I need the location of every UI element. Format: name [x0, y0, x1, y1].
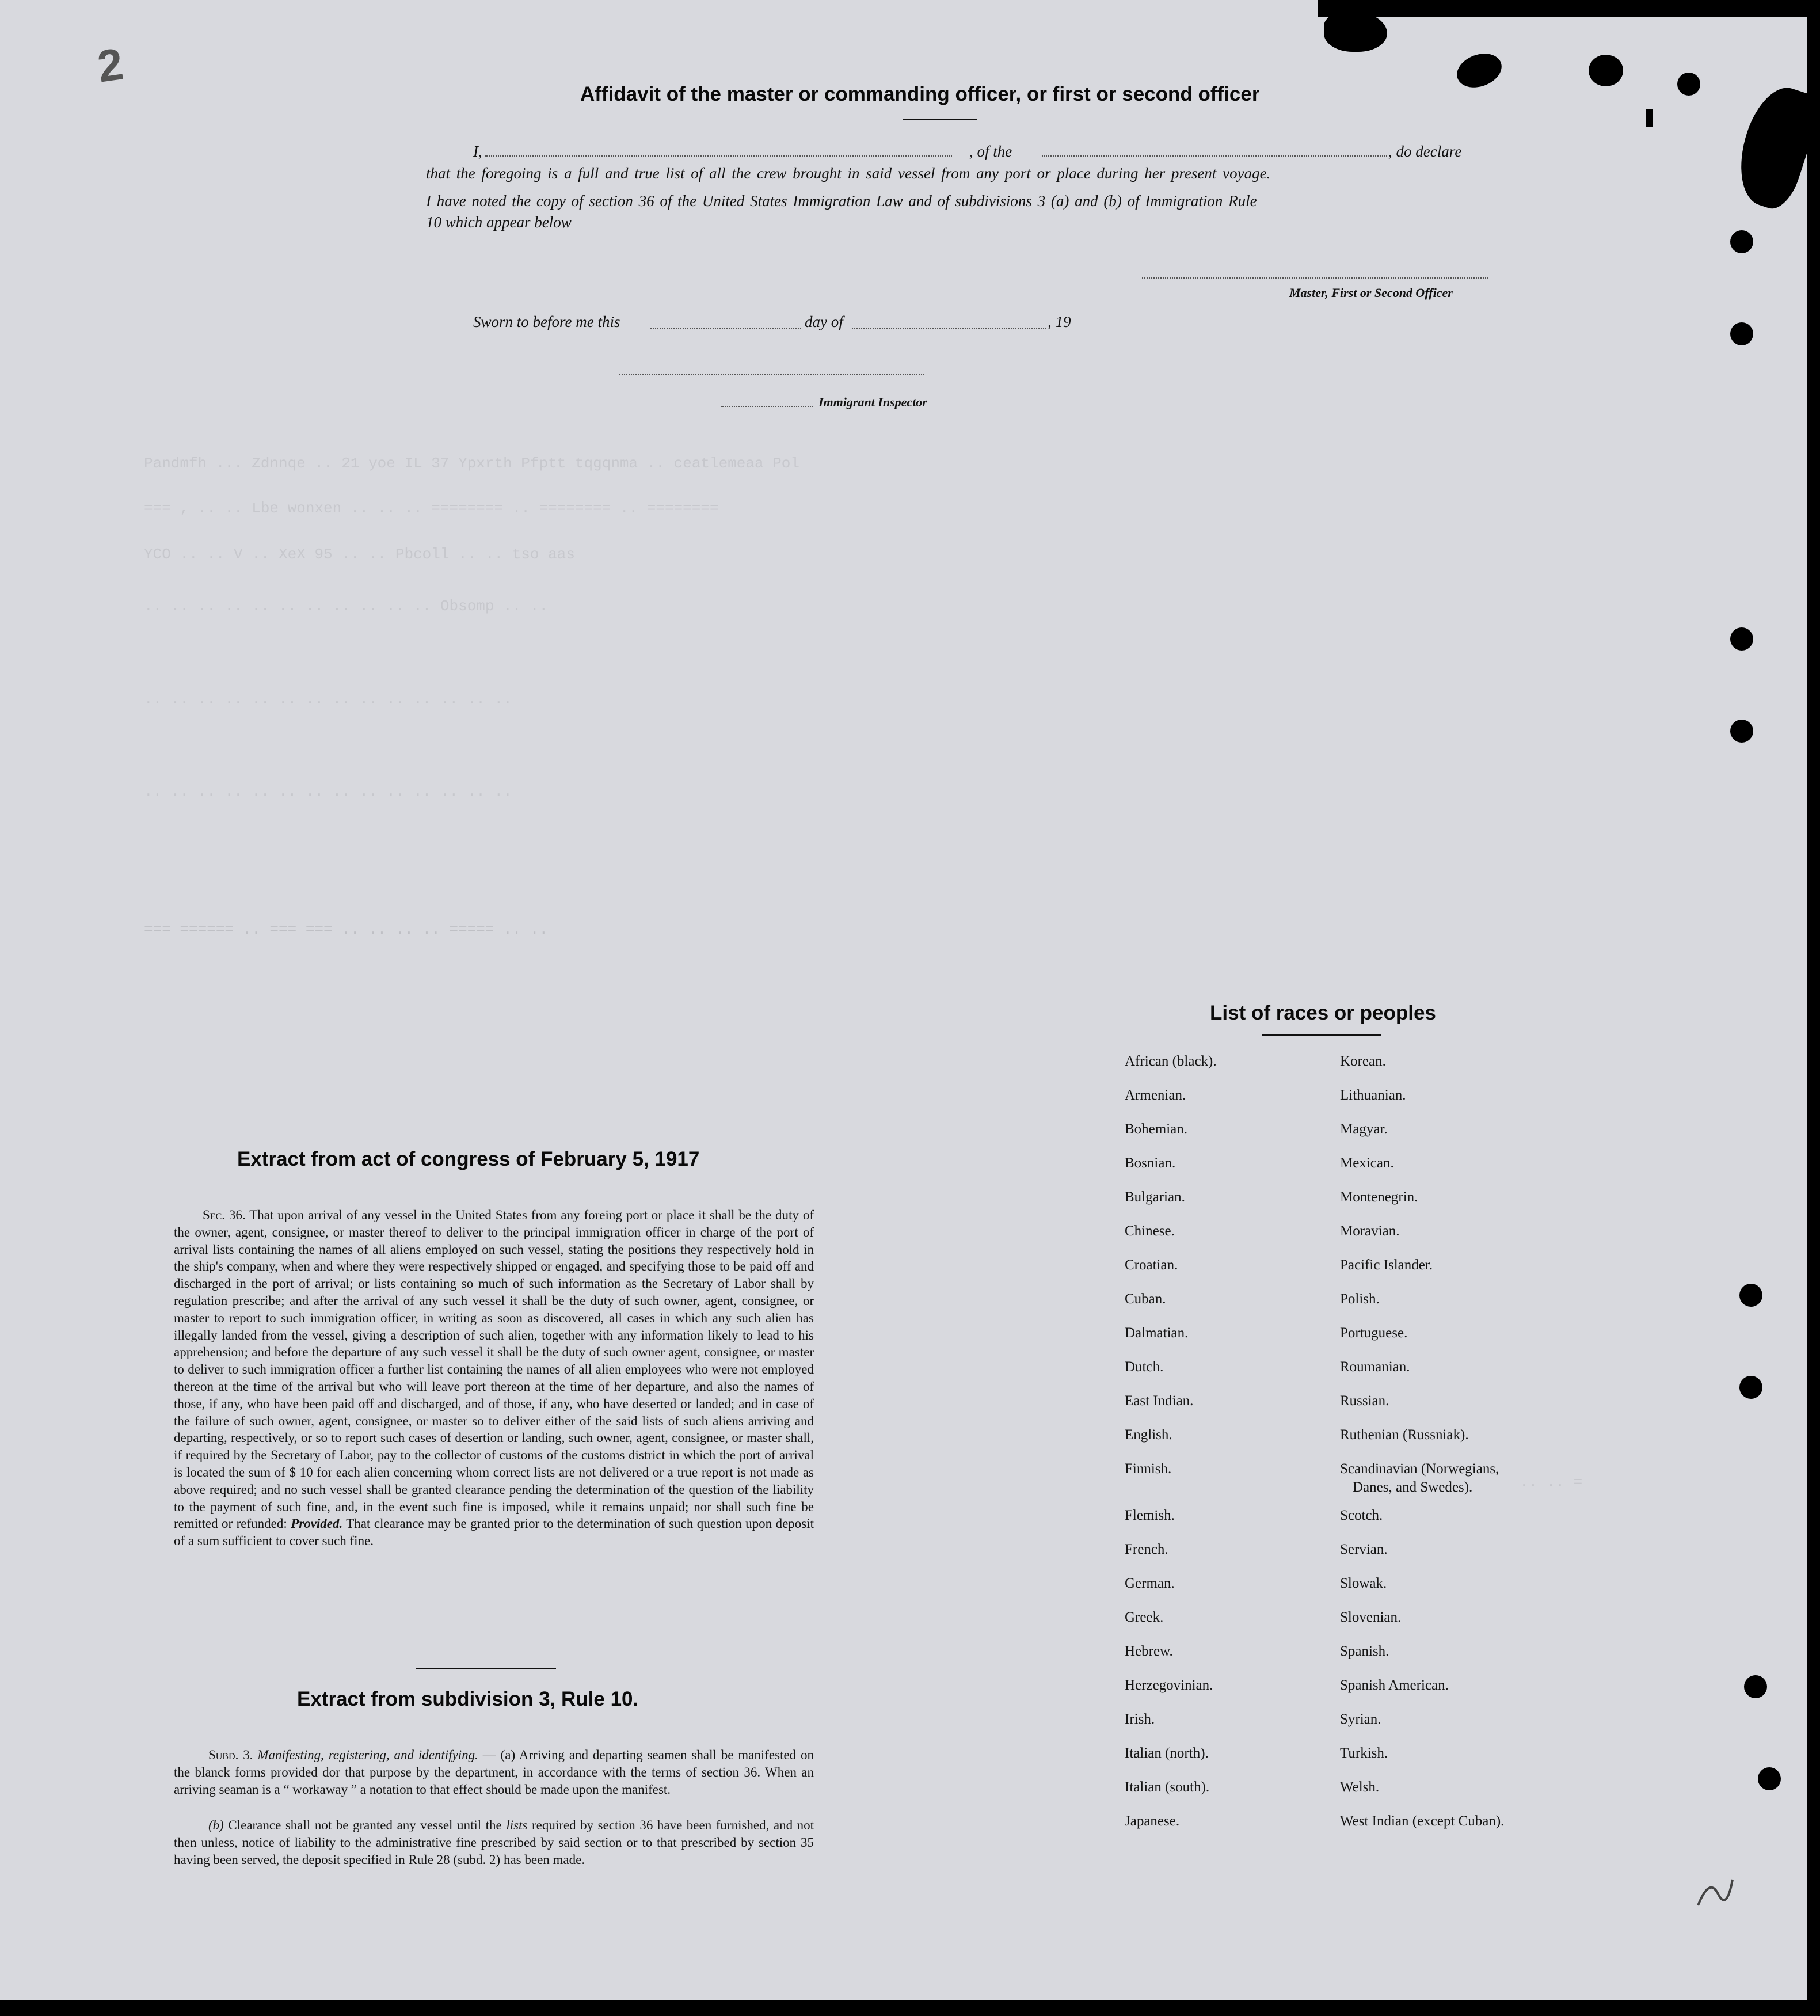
- races-title-underline: [1262, 1034, 1381, 1036]
- left-race-item: Herzegovinian.: [1125, 1678, 1213, 1693]
- inspector-signature-lead: [721, 406, 813, 407]
- affidavit-declare-label: , do declare: [1388, 143, 1462, 160]
- right-race-item: Pacific Islander.: [1340, 1257, 1433, 1273]
- act-extract-body: [174, 1207, 814, 1550]
- left-race-item: Japanese.: [1125, 1813, 1180, 1829]
- corner-page-mark: 2: [94, 38, 127, 92]
- left-race-item: Chinese.: [1125, 1223, 1175, 1239]
- bleed-through-text: .. .. =: [1520, 1474, 1583, 1491]
- left-race-item: Irish.: [1125, 1711, 1155, 1727]
- right-race-item: Syrian.: [1340, 1711, 1381, 1727]
- left-race-item: Flemish.: [1125, 1508, 1175, 1523]
- section-36-text: That upon arrival of any vessel in the United States from any foreing port or place it shall be the duty of the owner, agent, consignee, or master thereof to deliver to the principal immigration officer in charge of the port of arrival lists containing the names of all aliens employed on such vessel, stating the positions they respectively hold in the ship's company, when and where they were respectively shipped or engaged, and specifying those to be paid off and discharged in the port of arrival; or lists containing so much of such information as the Secretary of Labor shall by regulation prescribe; and after the arrival of any such vessel it shall be the duty of such owner, agent, consignee, or master to report to such immigration officer, in writing as soon as discovered, all cases in which any such alien has illegally landed from the vessel, giving a description of such alien, together with any information likely to lead to his apprehension; and before the departure of any such vessel it shall be the duty of such owner agent, consignee, or master to deliver to such immigration officer a further list containing the names of all alien employees who were not employed thereon at the time of the arrival but who will leave port thereon at the time of her departure, and also the names of those, if any, who have been paid off and discharged, and of those, if any, who have deserted or landed; and in case of the failure of such owner, agent, consignee, or master so to deliver either of the said lists of such aliens arriving and departing, respectively, or so to report such cases of desertion or landing, such owner, agent, consignee, or master shall, if required by the Secretary of Labor, pay to the collector of customs of the customs district in which the port of arrival is located the sum of $ 10 for each alien concerning whom correct lists are not delivered or a true report is not made as above required; and no such vessel shall be granted clearance pending the determination of the question of the liability to the payment of such fine, and, in the event such fine is imposed, while it remains unpaid; nor shall such fine be remitted or refunded:: [174, 1208, 814, 1531]
- right-race-item: Portuguese.: [1340, 1325, 1408, 1341]
- right-race-item: Lithuanian.: [1340, 1087, 1406, 1103]
- inspector-label: Immigrant Inspector: [818, 395, 927, 409]
- right-race-item: Slowak.: [1340, 1576, 1387, 1591]
- section-label: Sec. 36.: [203, 1208, 246, 1222]
- left-race-item: Hebrew.: [1125, 1644, 1173, 1659]
- sworn-label: Sworn to before me this: [473, 313, 620, 330]
- right-race-item: Roumanian.: [1340, 1359, 1410, 1375]
- affidavit-of-the-label: , of the: [969, 143, 1012, 160]
- subd-heading: Manifesting, registering, and identifying.: [257, 1748, 478, 1762]
- punch-hole: [1677, 73, 1700, 96]
- bleed-through-text: Pandmfh ... Zdnnqe .. 21 yoe IL 37 Ypxrth Pfptt tqgqnma .. ceatlemeaa Pol: [144, 455, 799, 472]
- affidavit-title: Affidavit of the master or commanding officer, or first or second officer: [580, 83, 1260, 105]
- right-race-item: Moravian.: [1340, 1223, 1400, 1239]
- bleed-through-text: .. .. .. .. .. .. .. .. .. .. .. .. .. ..: [144, 691, 512, 708]
- right-race-item: West Indian (except Cuban).: [1340, 1813, 1505, 1829]
- title-underline: [903, 119, 977, 120]
- left-race-item: Italian (north).: [1125, 1745, 1209, 1761]
- subd-label: Subd. 3.: [208, 1748, 253, 1762]
- day-of-label: day of: [805, 313, 843, 330]
- vessel-name-field[interactable]: [1042, 155, 1387, 157]
- right-race-item: Welsh.: [1340, 1779, 1380, 1795]
- left-race-item: Dutch.: [1125, 1359, 1164, 1375]
- right-race-item: Mexican.: [1340, 1155, 1394, 1171]
- rule-extract-para-b: [174, 1817, 814, 1868]
- right-race-item: Montenegrin.: [1340, 1189, 1418, 1205]
- bleed-through-text: YCO .. .. V .. XeX 95 .. .. Pbcoll .. .. tso aas: [144, 546, 575, 563]
- para-b-text-2: required by section 36 have been furnished, and not then unless, notice of liability to the administrative fine prescribed by said section or to that prescribed by section 35 having been served, the deposit specified in Rule 28 (subd. 2) has been made.: [174, 1818, 814, 1867]
- rule-extract-para-a: [174, 1747, 814, 1798]
- section-divider: [416, 1668, 556, 1669]
- left-race-item: German.: [1125, 1576, 1175, 1591]
- bleed-through-text: .. .. .. .. .. .. .. .. .. .. .. .. .. ..: [144, 783, 512, 800]
- left-race-item: French.: [1125, 1542, 1168, 1557]
- torn-edge: [1318, 0, 1813, 17]
- para-a-marker: — (a): [482, 1748, 516, 1762]
- officer-signature-field[interactable]: [1142, 277, 1488, 279]
- right-race-item: Ruthenian (Russniak).: [1340, 1427, 1469, 1443]
- section-36-text-end: That clearance may be granted prior to the determination of such question upon deposit of a sum sufficient to cover such fine.: [174, 1516, 814, 1549]
- left-race-item: East Indian.: [1125, 1393, 1194, 1409]
- left-race-item: Armenian.: [1125, 1087, 1186, 1103]
- right-race-item: Servian.: [1340, 1542, 1388, 1557]
- sworn-day-field[interactable]: [650, 328, 801, 329]
- torn-edge-blot: [1646, 109, 1653, 127]
- para-a-text: Arriving and departing seamen shall be manifested on the blanck forms provided dor that purpose by the department, in accordance with the terms of section 36. When an arriving seaman is a “ workaway ” a notation to that effect should be made upon the manifest.: [174, 1748, 814, 1797]
- torn-edge-blot: [1589, 55, 1623, 86]
- left-race-item: Cuban.: [1125, 1291, 1166, 1307]
- left-race-item: Croatian.: [1125, 1257, 1178, 1273]
- punch-hole: [1730, 720, 1753, 743]
- scandinavian-continuation: Danes, and Swedes).: [1353, 1479, 1473, 1495]
- left-race-item: Bulgarian.: [1125, 1189, 1185, 1205]
- torn-edge-blot: [1727, 79, 1820, 214]
- right-race-item: Slovenian.: [1340, 1610, 1402, 1625]
- left-race-item: Bosnian.: [1125, 1155, 1176, 1171]
- torn-edge-blot: [1324, 12, 1387, 52]
- affidavit-i-label: I,: [473, 143, 482, 160]
- right-race-item: Korean.: [1340, 1053, 1386, 1069]
- bleed-through-text: === , .. .. Lbe wonxen .. .. .. ======== .. ======== .. ========: [144, 500, 719, 517]
- left-race-item: English.: [1125, 1427, 1172, 1443]
- signature-label: Master, First or Second Officer: [1289, 286, 1453, 300]
- para-b-lists: lists: [506, 1818, 528, 1832]
- left-race-item: Greek.: [1125, 1610, 1164, 1625]
- right-race-item: Magyar.: [1340, 1121, 1388, 1137]
- left-race-item: Dalmatian.: [1125, 1325, 1189, 1341]
- affidavit-line-3: I have noted the copy of section 36 of the United States Immigration Law and of subdivisions 3 (a) and (b) of Immigration Rule: [426, 192, 1257, 210]
- right-race-item: Turkish.: [1340, 1745, 1388, 1761]
- right-race-item: Spanish American.: [1340, 1678, 1449, 1693]
- act-extract-title: Extract from act of congress of February 5, 1917: [237, 1148, 700, 1170]
- sworn-month-field[interactable]: [852, 328, 1046, 329]
- punch-hole: [1744, 1675, 1767, 1698]
- officer-name-field[interactable]: [485, 155, 952, 157]
- year-label: , 19: [1048, 313, 1071, 330]
- provided-word: Provided.: [291, 1516, 343, 1531]
- pen-mark-icon: [1692, 1871, 1738, 1917]
- punch-hole: [1758, 1767, 1781, 1790]
- affidavit-line-4: 10 which appear below: [426, 214, 572, 231]
- races-title: List of races or peoples: [1210, 1002, 1436, 1024]
- left-race-item: Italian (south).: [1125, 1779, 1210, 1795]
- punch-hole: [1730, 627, 1753, 651]
- left-race-item: African (black).: [1125, 1053, 1217, 1069]
- inspector-signature-field[interactable]: [619, 374, 924, 375]
- rule-extract-title: Extract from subdivision 3, Rule 10.: [297, 1688, 639, 1710]
- torn-edge-blot: [1452, 48, 1506, 93]
- right-race-item: Spanish.: [1340, 1644, 1389, 1659]
- bleed-through-text: === ====== .. === === .. .. .. .. ===== .. ..: [144, 921, 549, 938]
- bleed-through-text: .. .. .. .. .. .. .. .. .. .. .. Obsomp .. ..: [144, 598, 549, 615]
- left-race-item: Finnish.: [1125, 1461, 1172, 1477]
- punch-hole: [1739, 1376, 1762, 1399]
- para-b-text-1: Clearance shall not be granted any vessel until the: [228, 1818, 502, 1832]
- punch-hole: [1730, 322, 1753, 345]
- punch-hole: [1739, 1284, 1762, 1307]
- left-race-item: Bohemian.: [1125, 1121, 1188, 1137]
- right-race-item: Polish.: [1340, 1291, 1380, 1307]
- right-race-item: Scandinavian (Norwegians,: [1340, 1461, 1499, 1477]
- affidavit-line-2: that the foregoing is a full and true list of all the crew brought in said vessel from any port or place during her present voyage.: [426, 165, 1271, 182]
- right-race-item: Scotch.: [1340, 1508, 1383, 1523]
- para-b-marker: (b): [208, 1818, 224, 1832]
- right-race-item: Russian.: [1340, 1393, 1389, 1409]
- punch-hole: [1730, 230, 1753, 253]
